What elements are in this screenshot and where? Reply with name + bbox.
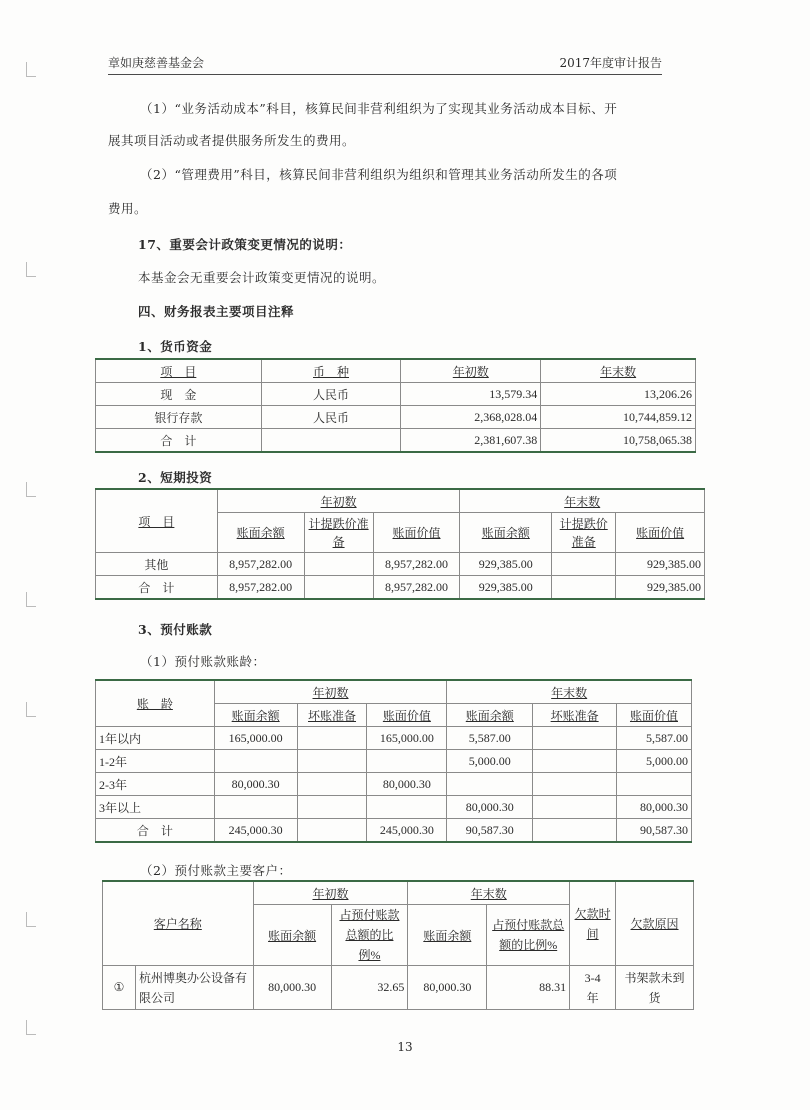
cell: 合 计 — [96, 819, 215, 843]
column-header: 欠款原因 — [616, 881, 694, 966]
cell — [367, 750, 447, 773]
table-row — [96, 553, 705, 576]
cell: 13,579.34 — [401, 383, 541, 406]
cell — [367, 796, 447, 819]
table-row — [96, 796, 692, 819]
page-header — [108, 52, 662, 75]
column-header: 年末数 — [460, 489, 705, 513]
cell — [533, 750, 617, 773]
cell: 现 金 — [96, 383, 262, 406]
column-header: 占预付账款总额的比例% — [331, 905, 408, 966]
cell: 5,000.00 — [447, 750, 533, 773]
sub-heading: （1）预付账款账龄： — [140, 654, 266, 669]
cell: 10,744,859.12 — [541, 406, 696, 429]
table-header-row — [96, 680, 692, 704]
column-header: 年初数 — [217, 489, 460, 513]
table-total-row — [96, 576, 705, 600]
cash-table — [95, 358, 696, 453]
page-number: 13 — [397, 1040, 413, 1054]
cell: 书架款未到货 — [616, 966, 694, 1010]
cell: 1-2年 — [96, 750, 215, 773]
binding-mark — [26, 592, 36, 607]
cell — [297, 727, 367, 750]
cell: 80,000.30 — [617, 796, 692, 819]
column-header: 客户名称 — [103, 881, 254, 966]
section-heading: 17、重要会计政策变更情况的说明： — [138, 237, 352, 252]
cell: 2,381,607.38 — [401, 429, 541, 453]
cell: 银行存款 — [96, 406, 262, 429]
cell — [304, 576, 373, 600]
column-header: 账面余额 — [408, 905, 487, 966]
cell: 80,000.30 — [214, 773, 297, 796]
column-header: 账面价值 — [373, 513, 460, 553]
column-header: 占预付账款总额的比例% — [487, 905, 570, 966]
cell: 其他 — [96, 553, 218, 576]
cell: 2,368,028.04 — [401, 406, 541, 429]
cell: 人民币 — [261, 383, 401, 406]
binding-mark — [26, 912, 36, 927]
table-row — [96, 406, 696, 429]
column-header: 账 龄 — [96, 680, 215, 727]
column-header: 计提跌价准备 — [304, 513, 373, 553]
cell: 245,000.30 — [367, 819, 447, 843]
cell: 32.65 — [331, 966, 408, 1010]
cell: 165,000.00 — [214, 727, 297, 750]
cell — [447, 773, 533, 796]
table-header-row — [96, 489, 705, 513]
cell — [214, 750, 297, 773]
section-heading: 3、预付账款 — [138, 622, 213, 637]
column-header: 账面价值 — [616, 513, 705, 553]
cell: 杭州博奥办公设备有限公司 — [135, 966, 253, 1010]
cell: 8,957,282.00 — [217, 553, 304, 576]
column-header: 坏账准备 — [297, 704, 367, 727]
cell — [261, 429, 401, 453]
column-header: 项 目 — [96, 359, 262, 383]
column-header: 账面价值 — [617, 704, 692, 727]
cell: 10,758,065.38 — [541, 429, 696, 453]
cell — [297, 750, 367, 773]
column-header: 年初数 — [253, 881, 408, 905]
cell: 人民币 — [261, 406, 401, 429]
cell — [552, 553, 616, 576]
cell — [533, 796, 617, 819]
paragraph: （1）“业务活动成本”科目，核算民间非营利组织为了实现其业务活动成本目标、开 — [140, 101, 618, 116]
header-org: 章如庚慈善基金会 — [108, 56, 205, 70]
column-header: 币 种 — [261, 359, 401, 383]
column-header: 计提跌价准备 — [552, 513, 616, 553]
cell: 80,000.30 — [253, 966, 331, 1010]
cell: 929,385.00 — [460, 576, 552, 600]
cell: 80,000.30 — [367, 773, 447, 796]
table-row — [96, 383, 696, 406]
binding-mark — [26, 62, 36, 77]
table-row — [96, 750, 692, 773]
binding-mark — [26, 482, 36, 497]
column-header: 年初数 — [214, 680, 447, 704]
paragraph: 费用。 — [108, 201, 148, 216]
column-header: 年末数 — [408, 881, 570, 905]
paragraph: 本基金会无重要会计政策变更情况的说明。 — [138, 270, 386, 285]
cell: 5,587.00 — [447, 727, 533, 750]
binding-mark — [26, 702, 36, 717]
cell: 80,000.30 — [447, 796, 533, 819]
column-header: 账面余额 — [217, 513, 304, 553]
binding-mark — [26, 262, 36, 277]
cell — [533, 727, 617, 750]
prepayment-customer-table — [102, 880, 694, 1010]
cell — [214, 796, 297, 819]
cell — [533, 773, 617, 796]
short-investment-table — [95, 488, 705, 600]
cell: 165,000.00 — [367, 727, 447, 750]
cell: ① — [103, 966, 136, 1010]
cell: 245,000.30 — [214, 819, 297, 843]
cell: 3年以上 — [96, 796, 215, 819]
table-header-row — [96, 359, 696, 383]
cell: 929,385.00 — [616, 553, 705, 576]
header-report: 2017年度审计报告 — [559, 56, 662, 70]
table-row — [103, 966, 694, 1010]
table-total-row — [96, 429, 696, 453]
cell: 13,206.26 — [541, 383, 696, 406]
column-header: 坏账准备 — [533, 704, 617, 727]
column-header: 年末数 — [541, 359, 696, 383]
section-heading: 四、财务报表主要项目注释 — [138, 304, 295, 319]
cell: 8,957,282.00 — [373, 576, 460, 600]
column-header: 账面价值 — [367, 704, 447, 727]
cell: 5,000.00 — [617, 750, 692, 773]
cell: 5,587.00 — [617, 727, 692, 750]
table-row — [96, 773, 692, 796]
column-header: 账面余额 — [253, 905, 331, 966]
column-header: 账面余额 — [214, 704, 297, 727]
cell — [297, 773, 367, 796]
section-heading: 2、短期投资 — [138, 470, 213, 485]
cell: 88.31 — [487, 966, 570, 1010]
sub-heading: （2）预付账款主要客户： — [140, 863, 292, 878]
column-header: 年末数 — [447, 680, 692, 704]
cell — [552, 576, 616, 600]
column-header: 年初数 — [401, 359, 541, 383]
paragraph: 展其项目活动或者提供服务所发生的费用。 — [108, 133, 356, 148]
column-header: 项 目 — [96, 489, 218, 553]
table-row — [96, 727, 692, 750]
cell: 3-4年 — [570, 966, 616, 1010]
cell: 929,385.00 — [460, 553, 552, 576]
cell: 90,587.30 — [447, 819, 533, 843]
cell — [297, 796, 367, 819]
prepayment-aging-table — [95, 679, 692, 843]
cell: 929,385.00 — [616, 576, 705, 600]
cell: 90,587.30 — [617, 819, 692, 843]
cell: 8,957,282.00 — [373, 553, 460, 576]
column-header: 账面余额 — [447, 704, 533, 727]
cell: 合 计 — [96, 576, 218, 600]
binding-mark — [26, 1020, 36, 1035]
column-header: 账面余额 — [460, 513, 552, 553]
cell — [304, 553, 373, 576]
cell — [297, 819, 367, 843]
cell: 合 计 — [96, 429, 262, 453]
cell: 8,957,282.00 — [217, 576, 304, 600]
section-heading: 1、货币资金 — [138, 339, 213, 354]
table-header-row — [103, 881, 694, 905]
cell: 1年以内 — [96, 727, 215, 750]
paragraph: （2）“管理费用”科目，核算民间非营利组织为组织和管理其业务活动所发生的各项 — [140, 167, 618, 182]
table-total-row — [96, 819, 692, 843]
cell — [533, 819, 617, 843]
column-header: 欠款时间 — [570, 881, 616, 966]
cell: 80,000.30 — [408, 966, 487, 1010]
cell — [617, 773, 692, 796]
cell: 2-3年 — [96, 773, 215, 796]
